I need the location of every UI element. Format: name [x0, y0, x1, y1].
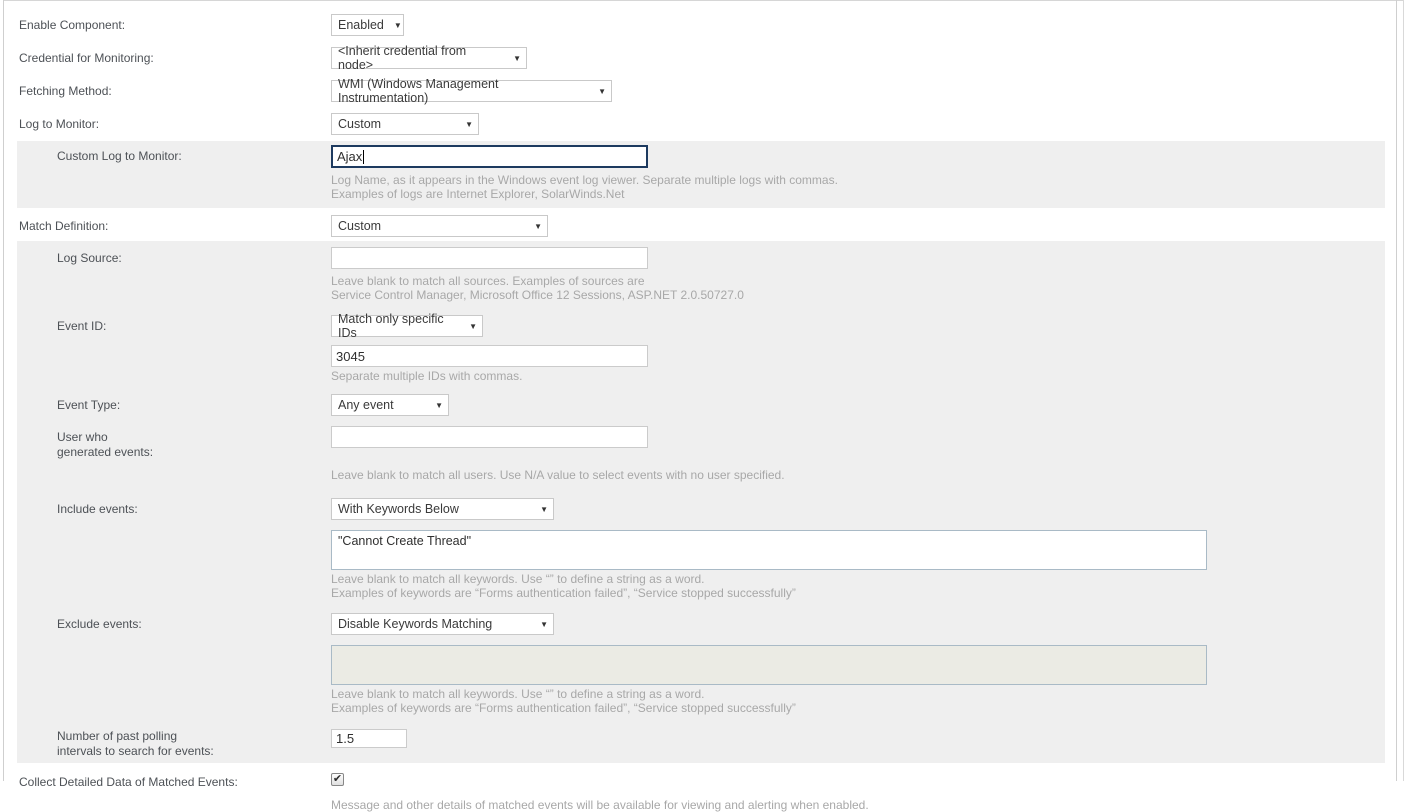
input-value: Ajax: [337, 149, 363, 164]
include-events-label: Include events:: [57, 502, 138, 516]
enable-component-row: [4, 14, 1394, 36]
panel-right-border: [1396, 0, 1397, 781]
exclude-keywords-wrap: [331, 645, 1385, 685]
fetching-method-label: Fetching Method:: [19, 84, 112, 98]
log-to-monitor-select[interactable]: [331, 113, 479, 135]
include-events-mode-select[interactable]: [331, 498, 554, 520]
collect-detailed-label: Collect Detailed Data of Matched Events:: [19, 775, 238, 789]
custom-log-input[interactable]: [331, 145, 648, 168]
exclude-events-label: Exclude events:: [57, 617, 142, 631]
event-id-value-wrap: [331, 345, 1385, 367]
exclude-events-row: [17, 613, 1385, 635]
match-definition-row: [4, 215, 1394, 237]
polling-intervals-input[interactable]: [331, 729, 407, 748]
label-line: User who: [57, 430, 108, 444]
event-id-mode-select[interactable]: [331, 312, 483, 340]
log-source-help: [331, 274, 1385, 302]
select-value: Custom: [338, 117, 382, 131]
dropdown-arrow-icon: ▼: [393, 20, 402, 30]
exclude-events-help: [331, 687, 1385, 715]
log-to-monitor-row: [4, 113, 1394, 135]
help-line: Log Name, as it appears in the Windows event log viewer. Separate multiple logs with commas.: [331, 173, 838, 187]
help-line: Leave blank to match all sources. Examples of sources are: [331, 274, 645, 288]
select-value: With Keywords Below: [338, 502, 459, 516]
event-type-select[interactable]: [331, 394, 449, 416]
help-line: Leave blank to match all keywords. Use “” to define a string as a word.: [331, 687, 705, 701]
include-keywords-wrap: [331, 530, 1385, 570]
select-value: Custom: [338, 219, 382, 233]
dropdown-arrow-icon: ▼: [469, 321, 477, 331]
log-source-row: [17, 247, 1385, 269]
select-value: <Inherit credential from node>: [338, 44, 467, 72]
event-id-row: [17, 312, 1385, 340]
dropdown-arrow-icon: ▼: [598, 86, 606, 96]
select-value: Any event: [338, 398, 394, 412]
help-line: Leave blank to match all keywords. Use “” to define a string as a word.: [331, 572, 705, 586]
dropdown-arrow-icon: ▼: [435, 400, 443, 410]
log-to-monitor-label: Log to Monitor:: [19, 117, 100, 131]
help-line: Examples of keywords are “Forms authentication failed”, “Service stopped successfully”: [331, 586, 796, 600]
select-value: Match only specific IDs: [338, 312, 444, 340]
collect-detailed-help: [331, 798, 1394, 812]
user-events-row: [17, 426, 1385, 460]
dropdown-arrow-icon: ▼: [540, 504, 548, 514]
label-line: intervals to search for events:: [57, 744, 214, 758]
exclude-keywords-textarea: [331, 645, 1207, 685]
collect-detailed-checkbox[interactable]: [331, 773, 344, 786]
dropdown-arrow-icon: ▼: [534, 221, 542, 231]
credential-label: Credential for Monitoring:: [19, 51, 154, 65]
log-source-label: Log Source:: [57, 251, 122, 265]
help-line: Service Control Manager, Microsoft Office 12 Sessions, ASP.NET 2.0.50727.0: [331, 288, 744, 302]
user-events-label: [17, 426, 331, 460]
input-value: 1.5: [336, 731, 355, 746]
credential-select[interactable]: [331, 44, 527, 72]
enable-component-select[interactable]: [331, 14, 404, 36]
select-value: WMI (Windows Management Instrumentation): [338, 77, 499, 105]
event-id-label: Event ID:: [57, 319, 107, 333]
user-events-input[interactable]: [331, 426, 648, 448]
custom-log-help: [331, 173, 1385, 201]
exclude-events-mode-select[interactable]: [331, 613, 554, 635]
event-id-input[interactable]: [331, 345, 648, 367]
select-value: Enabled: [338, 18, 384, 32]
match-definition-label: Match Definition:: [19, 219, 109, 233]
dropdown-arrow-icon: ▼: [465, 119, 473, 129]
dropdown-arrow-icon: ▼: [513, 53, 521, 63]
include-events-row: [17, 498, 1385, 520]
event-id-help: [331, 369, 1385, 383]
credential-row: [4, 44, 1394, 72]
enable-component-label: Enable Component:: [19, 18, 126, 32]
collect-detailed-row: [4, 773, 1394, 790]
custom-log-section: [17, 141, 1385, 208]
help-line: Leave blank to match all users. Use N/A value to select events with no user specified.: [331, 468, 785, 482]
include-events-help: [331, 572, 1385, 600]
settings-form: [4, 0, 1394, 812]
scrollbar-track[interactable]: [1403, 0, 1404, 781]
match-definition-section: [17, 241, 1385, 763]
dropdown-arrow-icon: ▼: [540, 619, 548, 629]
include-keywords-textarea[interactable]: [331, 530, 1207, 570]
user-events-help: [331, 468, 1385, 482]
event-type-label: Event Type:: [57, 398, 121, 412]
event-type-row: [17, 394, 1385, 416]
help-line: Separate multiple IDs with commas.: [331, 369, 523, 383]
textarea-value: "Cannot Create Thread": [338, 534, 472, 548]
log-source-input[interactable]: [331, 247, 648, 269]
polling-intervals-label: [17, 729, 331, 759]
help-line: Message and other details of matched events will be available for viewing and alerting when enabled.: [331, 798, 869, 812]
polling-intervals-row: [17, 729, 1385, 759]
help-line: Examples of keywords are “Forms authentication failed”, “Service stopped successfully”: [331, 701, 796, 715]
fetching-method-row: [4, 77, 1394, 105]
match-definition-select[interactable]: [331, 215, 548, 237]
text-cursor: [363, 150, 364, 164]
help-line: Examples of logs are Internet Explorer, SolarWinds.Net: [331, 187, 625, 201]
custom-log-label: Custom Log to Monitor:: [57, 149, 182, 163]
label-line: generated events:: [57, 445, 154, 459]
input-value: 3045: [336, 348, 365, 364]
check-icon: ✔: [332, 772, 343, 785]
label-line: Number of past polling: [57, 729, 178, 743]
fetching-method-select[interactable]: [331, 77, 612, 105]
custom-log-row: [17, 145, 1385, 168]
select-value: Disable Keywords Matching: [338, 617, 493, 631]
